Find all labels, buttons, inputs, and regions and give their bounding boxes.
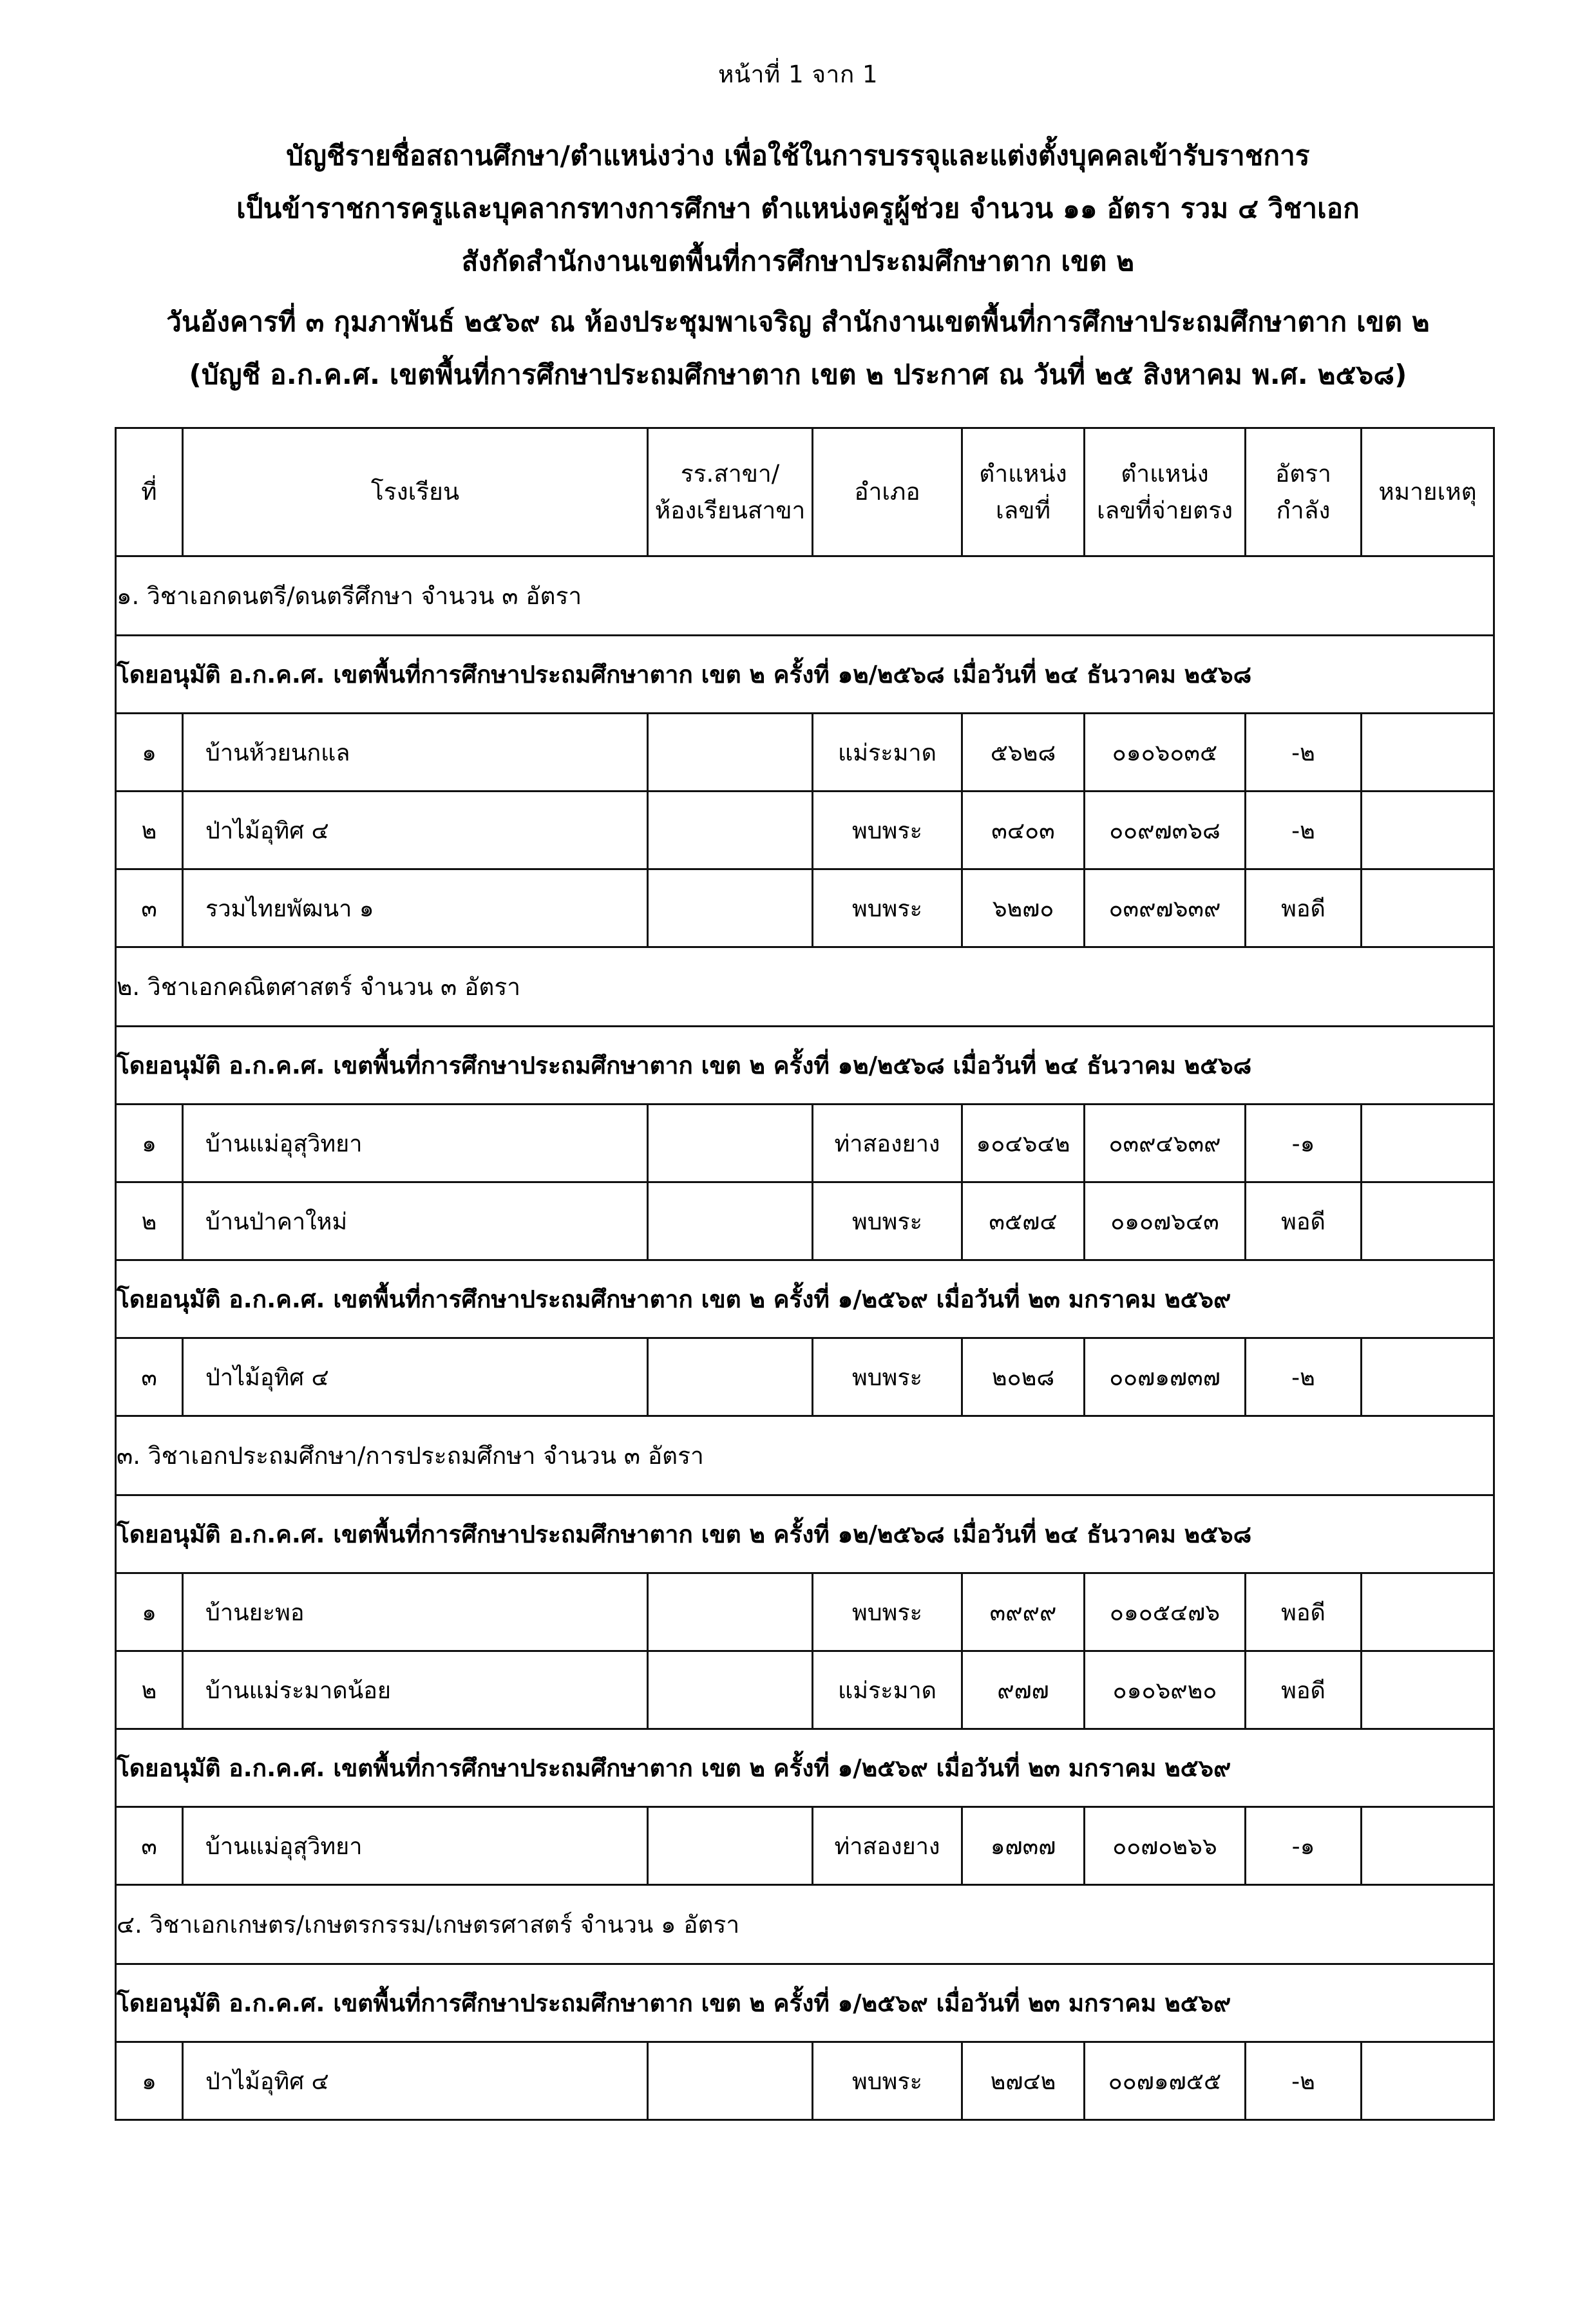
row-cell-direct-pay-number: ๐๓๙๔๖๓๙ <box>1085 1105 1246 1182</box>
row-cell-staffing-rate: พอดี <box>1246 1573 1362 1651</box>
row-cell-no: ๑ <box>116 714 183 792</box>
column-header-remark-label: หมายเหตุ <box>1378 478 1477 506</box>
row-cell-remark <box>1362 714 1494 792</box>
row-cell-branch <box>648 792 813 869</box>
table-row <box>116 1807 1494 1885</box>
row-cell-remark <box>1362 1338 1494 1416</box>
row-cell-direct-pay-number: ๐๐๙๗๓๖๘ <box>1085 792 1246 869</box>
section-heading: ๓. วิชาเอกประถมศึกษา/การประถมศึกษา จำนวน ๓ อัตรา <box>116 1416 1494 1495</box>
row-cell-amphoe: พบพระ <box>813 792 962 869</box>
row-cell-branch <box>648 1651 813 1729</box>
row-cell-staffing-rate: พอดี <box>1246 869 1362 947</box>
row-cell-no: ๓ <box>116 869 183 947</box>
row-cell-branch <box>648 1807 813 1885</box>
title-line-4: วันอังคารที่ ๓ กุมภาพันธ์ ๒๕๖๙ ณ ห้องประชุมพาเจริญ สำนักงานเขตพื้นที่การศึกษาประถมศึกษาตาก เขต ๒ <box>166 306 1430 337</box>
row-cell-staffing-rate: -๑ <box>1246 1105 1362 1182</box>
approval-note: โดยอนุมัติ อ.ก.ค.ศ. เขตพื้นที่การศึกษาประถมศึกษาตาก เขต ๒ ครั้งที่ ๑/๒๕๖๙ เมื่อวันที่ ๒๓ มกราคม ๒๕๖๙ <box>116 1260 1494 1338</box>
column-header-position-number <box>962 428 1085 556</box>
row-cell-staffing-rate: -๒ <box>1246 1338 1362 1416</box>
column-header-amphoe-label: อำเภอ <box>854 478 920 506</box>
column-header-no <box>116 428 183 556</box>
row-cell-branch <box>648 1573 813 1651</box>
approval-note: โดยอนุมัติ อ.ก.ค.ศ. เขตพื้นที่การศึกษาประถมศึกษาตาก เขต ๒ ครั้งที่ ๑๒/๒๕๖๘ เมื่อวันที่ ๒๔ ธันวาคม ๒๕๖๘ <box>116 1495 1494 1573</box>
row-cell-remark <box>1362 2042 1494 2120</box>
document-title-block <box>0 142 1596 388</box>
approval-note: โดยอนุมัติ อ.ก.ค.ศ. เขตพื้นที่การศึกษาประถมศึกษาตาก เขต ๒ ครั้งที่ ๑/๒๕๖๙ เมื่อวันที่ ๒๓ มกราคม ๒๕๖๙ <box>116 1729 1494 1807</box>
page-number: หน้าที่ 1 จาก 1 <box>717 61 879 88</box>
row-cell-remark <box>1362 869 1494 947</box>
row-cell-position-number: ๖๒๗๐ <box>962 869 1085 947</box>
row-cell-remark <box>1362 1105 1494 1182</box>
row-cell-staffing-rate: พอดี <box>1246 1651 1362 1729</box>
row-cell-direct-pay-number: ๐๑๐๖๙๒๐ <box>1085 1651 1246 1729</box>
row-cell-branch <box>648 1105 813 1182</box>
section-heading: ๒. วิชาเอกคณิตศาสตร์ จำนวน ๓ อัตรา <box>116 947 1494 1027</box>
row-cell-school: บ้านแม่อุสุวิทยา <box>183 1105 648 1182</box>
row-cell-amphoe: พบพระ <box>813 869 962 947</box>
row-cell-direct-pay-number: ๐๐๗๐๒๖๖ <box>1085 1807 1246 1885</box>
row-cell-staffing-rate: -๒ <box>1246 714 1362 792</box>
row-cell-amphoe: พบพระ <box>813 2042 962 2120</box>
title-line-5: (บัญชี อ.ก.ค.ศ. เขตพื้นที่การศึกษาประถมศึกษาตาก เขต ๒ ประกาศ ณ วันที่ ๒๕ สิงหาคม พ.ศ. ๒๕๖๘) <box>189 359 1407 390</box>
row-cell-no: ๑ <box>116 1105 183 1182</box>
row-cell-position-number: ๑๐๔๖๔๒ <box>962 1105 1085 1182</box>
approval-note: โดยอนุมัติ อ.ก.ค.ศ. เขตพื้นที่การศึกษาประถมศึกษาตาก เขต ๒ ครั้งที่ ๑/๒๕๖๙ เมื่อวันที่ ๒๓ มกราคม ๒๕๖๙ <box>116 1964 1494 2042</box>
row-cell-no: ๑ <box>116 1573 183 1651</box>
row-cell-staffing-rate: -๑ <box>1246 1807 1362 1885</box>
section-heading: ๑. วิชาเอกดนตรี/ดนตรีศึกษา จำนวน ๓ อัตรา <box>116 556 1494 636</box>
row-cell-school: บ้านยะพอ <box>183 1573 648 1651</box>
approval-note-row <box>116 1027 1494 1105</box>
section-heading-row <box>116 947 1494 1027</box>
section-heading-row <box>116 1885 1494 1964</box>
row-cell-staffing-rate: พอดี <box>1246 1182 1362 1260</box>
row-cell-branch <box>648 869 813 947</box>
column-header-direct-pay-number <box>1085 428 1246 556</box>
row-cell-school: บ้านแม่ระมาดน้อย <box>183 1651 648 1729</box>
vacancy-table <box>115 427 1495 2121</box>
table-row <box>116 1105 1494 1182</box>
section-heading: ๔. วิชาเอกเกษตร/เกษตรกรรม/เกษตรศาสตร์ จำนวน ๑ อัตรา <box>116 1885 1494 1964</box>
column-header-staffing-rate-bottom: กำลัง <box>1276 497 1331 524</box>
column-header-school-label: โรงเรียน <box>370 478 460 506</box>
table-row <box>116 2042 1494 2120</box>
column-header-position-number-bottom: เลขที่ <box>995 497 1050 524</box>
row-cell-amphoe: แม่ระมาด <box>813 714 962 792</box>
column-header-remark <box>1362 428 1494 556</box>
row-cell-amphoe: พบพระ <box>813 1338 962 1416</box>
row-cell-no: ๒ <box>116 792 183 869</box>
row-cell-no: ๓ <box>116 1807 183 1885</box>
row-cell-remark <box>1362 1573 1494 1651</box>
row-cell-school: รวมไทยพัฒนา ๑ <box>183 869 648 947</box>
column-header-staffing-rate-top: อัตรา <box>1275 459 1331 488</box>
row-cell-branch <box>648 1182 813 1260</box>
row-cell-school: ป่าไม้อุทิศ ๔ <box>183 2042 648 2120</box>
column-header-direct-pay-top: ตำแหน่ง <box>1121 459 1209 488</box>
row-cell-position-number: ๓๕๗๔ <box>962 1182 1085 1260</box>
row-cell-no: ๑ <box>116 2042 183 2120</box>
row-cell-amphoe: ท่าสองยาง <box>813 1105 962 1182</box>
row-cell-school: บ้านแม่อุสุวิทยา <box>183 1807 648 1885</box>
row-cell-direct-pay-number: ๐๐๗๑๗๓๗ <box>1085 1338 1246 1416</box>
row-cell-staffing-rate: -๒ <box>1246 2042 1362 2120</box>
row-cell-position-number: ๓๔๐๓ <box>962 792 1085 869</box>
row-cell-school: บ้านห้วยนกแล <box>183 714 648 792</box>
table-header-row <box>116 428 1494 556</box>
column-header-branch-top: รร.สาขา/ <box>680 459 780 488</box>
table-row <box>116 1182 1494 1260</box>
row-cell-direct-pay-number: ๐๑๐๖๐๓๕ <box>1085 714 1246 792</box>
approval-note-row <box>116 1495 1494 1573</box>
row-cell-no: ๓ <box>116 1338 183 1416</box>
table-row <box>116 1338 1494 1416</box>
section-heading-row <box>116 556 1494 636</box>
column-header-staffing-rate <box>1246 428 1362 556</box>
row-cell-school: บ้านป่าคาใหม่ <box>183 1182 648 1260</box>
title-line-1: บัญชีรายชื่อสถานศึกษา/ตำแหน่งว่าง เพื่อใช้ในการบรรจุและแต่งตั้งบุคคลเข้ารับราชการ <box>286 140 1310 171</box>
row-cell-school: ป่าไม้อุทิศ ๔ <box>183 1338 648 1416</box>
row-cell-direct-pay-number: ๐๑๐๗๖๔๓ <box>1085 1182 1246 1260</box>
approval-note-row <box>116 1260 1494 1338</box>
approval-note: โดยอนุมัติ อ.ก.ค.ศ. เขตพื้นที่การศึกษาประถมศึกษาตาก เขต ๒ ครั้งที่ ๑๒/๒๕๖๘ เมื่อวันที่ ๒๔ ธันวาคม ๒๕๖๘ <box>116 1027 1494 1105</box>
table-row <box>116 792 1494 869</box>
table-header <box>116 428 1494 556</box>
row-cell-amphoe: แม่ระมาด <box>813 1651 962 1729</box>
row-cell-staffing-rate: -๒ <box>1246 792 1362 869</box>
approval-note-row <box>116 636 1494 714</box>
row-cell-position-number: ๒๗๔๒ <box>962 2042 1085 2120</box>
row-cell-remark <box>1362 1182 1494 1260</box>
title-line-3: สังกัดสำนักงานเขตพื้นที่การศึกษาประถมศึกษาตาก เขต ๒ <box>461 245 1135 277</box>
column-header-branch-bottom: ห้องเรียนสาขา <box>654 497 806 524</box>
row-cell-amphoe: ท่าสองยาง <box>813 1807 962 1885</box>
column-header-direct-pay-bottom: เลขที่จ่ายตรง <box>1096 497 1233 524</box>
row-cell-direct-pay-number: ๐๑๐๕๔๗๖ <box>1085 1573 1246 1651</box>
column-header-position-number-top: ตำแหน่ง <box>979 459 1067 488</box>
approval-note-row <box>116 1964 1494 2042</box>
row-cell-branch <box>648 2042 813 2120</box>
row-cell-amphoe: พบพระ <box>813 1182 962 1260</box>
section-heading-row <box>116 1416 1494 1495</box>
approval-note: โดยอนุมัติ อ.ก.ค.ศ. เขตพื้นที่การศึกษาประถมศึกษาตาก เขต ๒ ครั้งที่ ๑๒/๒๕๖๘ เมื่อวันที่ ๒๔ ธันวาคม ๒๕๖๘ <box>116 636 1494 714</box>
table-body <box>116 556 1494 2120</box>
table-row <box>116 1573 1494 1651</box>
row-cell-position-number: ๕๖๒๘ <box>962 714 1085 792</box>
document-page <box>0 55 1596 2314</box>
row-cell-position-number: ๙๗๗ <box>962 1651 1085 1729</box>
column-header-branch <box>648 428 813 556</box>
row-cell-direct-pay-number: ๐๓๙๗๖๓๙ <box>1085 869 1246 947</box>
table-row <box>116 714 1494 792</box>
table-row <box>116 1651 1494 1729</box>
row-cell-branch <box>648 714 813 792</box>
column-header-amphoe <box>813 428 962 556</box>
row-cell-remark <box>1362 792 1494 869</box>
row-cell-no: ๒ <box>116 1651 183 1729</box>
row-cell-position-number: ๓๙๙๙ <box>962 1573 1085 1651</box>
column-header-no-label: ที่ <box>141 478 157 506</box>
row-cell-amphoe: พบพระ <box>813 1573 962 1651</box>
row-cell-remark <box>1362 1651 1494 1729</box>
vacancy-table-wrapper <box>0 427 1596 2121</box>
row-cell-remark <box>1362 1807 1494 1885</box>
row-cell-school: ป่าไม้อุทิศ ๔ <box>183 792 648 869</box>
column-header-school <box>183 428 648 556</box>
approval-note-row <box>116 1729 1494 1807</box>
row-cell-no: ๒ <box>116 1182 183 1260</box>
row-cell-direct-pay-number: ๐๐๗๑๗๕๕ <box>1085 2042 1246 2120</box>
row-cell-position-number: ๒๐๒๘ <box>962 1338 1085 1416</box>
row-cell-branch <box>648 1338 813 1416</box>
table-row <box>116 869 1494 947</box>
row-cell-position-number: ๑๗๓๗ <box>962 1807 1085 1885</box>
title-line-2: เป็นข้าราชการครูและบุคลากรทางการศึกษา ตำแหน่งครูผู้ช่วย จำนวน ๑๑ อัตรา รวม ๔ วิชาเอก <box>236 193 1360 224</box>
